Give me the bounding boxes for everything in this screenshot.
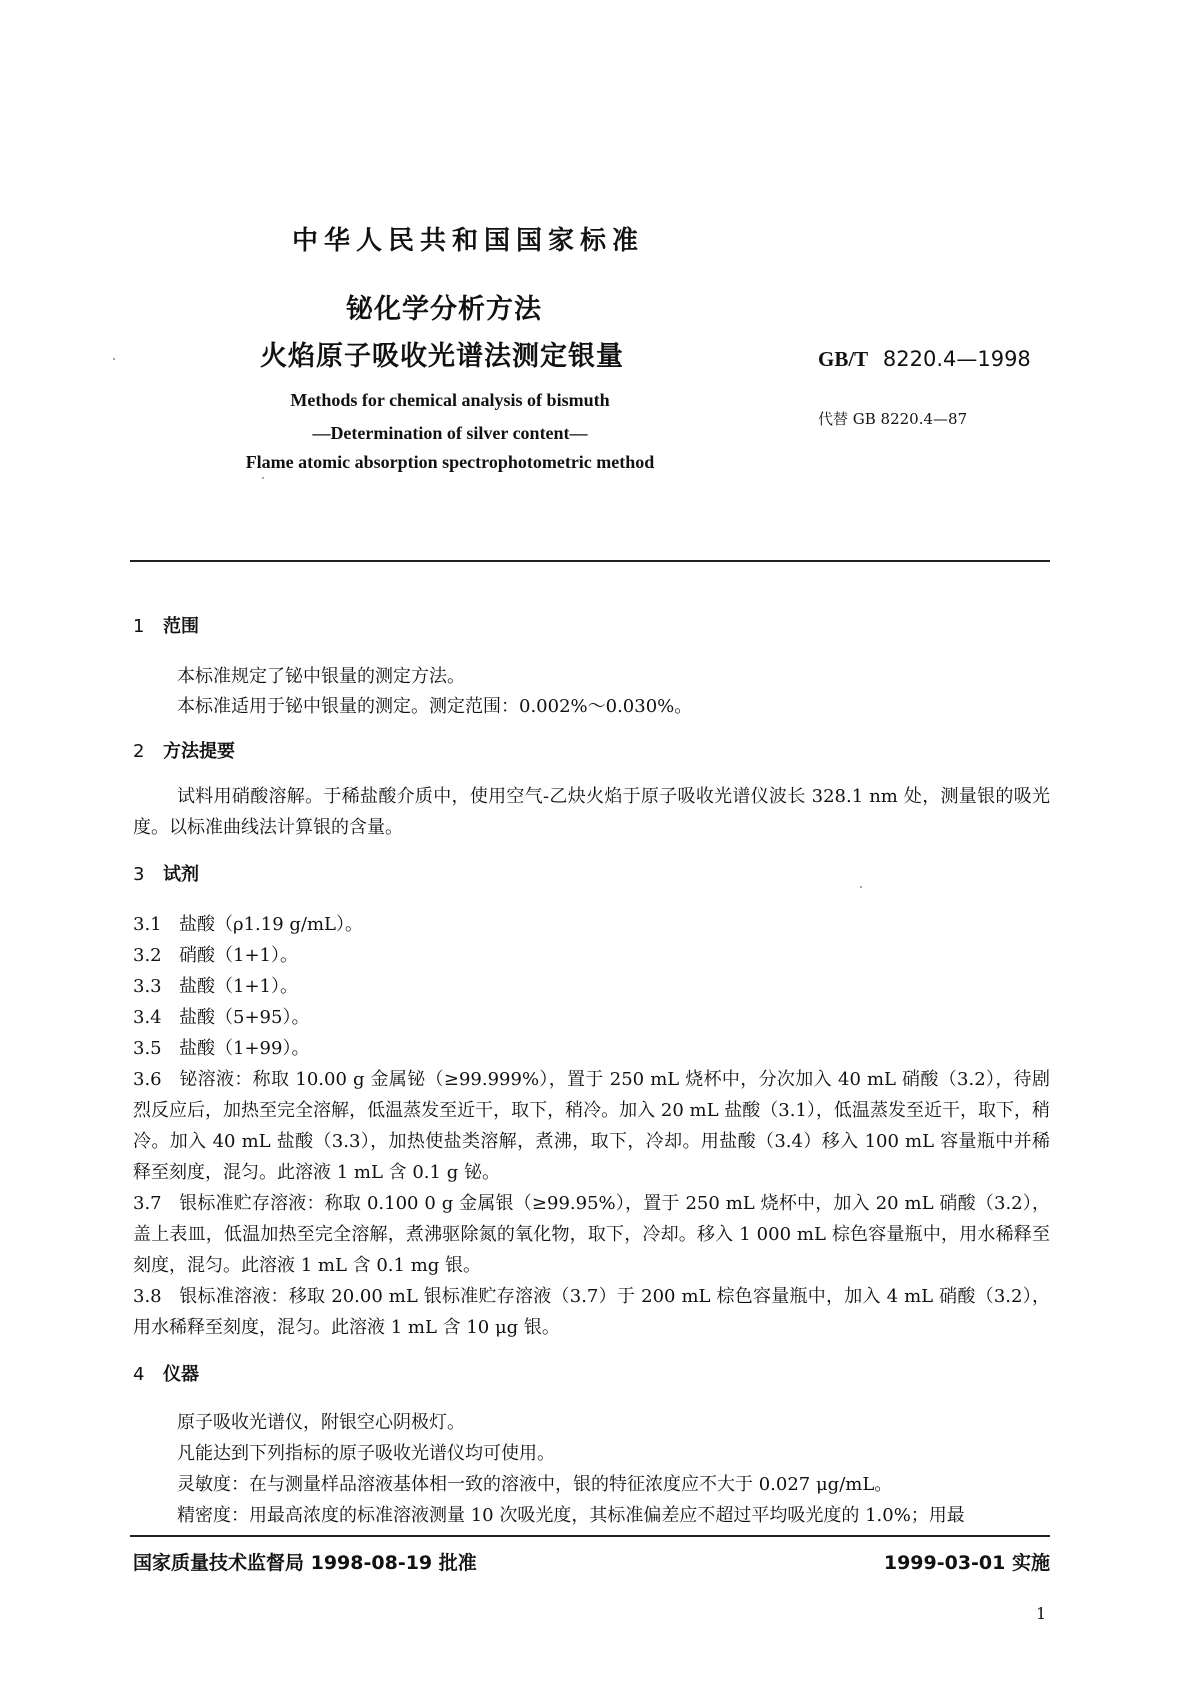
reagent-text: 硝酸（1+1）。 (179, 945, 298, 966)
en-title-line2: —Determination of silver content— (312, 423, 588, 443)
section-3-heading (133, 860, 199, 886)
reagent-item (133, 1064, 1050, 1188)
reagent-text: 盐酸（1+99）。 (179, 1038, 310, 1059)
section-3-title: 试剂 (163, 864, 199, 885)
section-2-heading (133, 737, 235, 763)
page-number: 1 (1036, 1604, 1047, 1623)
section-2-title: 方法提要 (163, 741, 235, 762)
reagent-item (133, 941, 298, 967)
cn-title-line2: 火焰原子吸收光谱法测定银量 (260, 341, 624, 372)
reagent-number: 3.8 (133, 1286, 162, 1307)
reagent-text: 铋溶液：称取 10.00 g 金属铋（≥99.999%），置于 250 mL 烧杯中，分次加入 40 mL 硝酸（3.2），待剧烈反应后，加热至完全溶解，低温蒸发至近干，取下，稍冷。加入 20 mL 盐酸（3.1），低温蒸发至近干，取下，稍冷。加入 40 mL 盐酸（3.3），加热使盐类溶解，煮沸，取下，冷却。用盐酸（3.4）移入 100 mL 容量瓶中并稀释至刻度，混匀。此溶液 1 mL 含 0.1 g 铋。 (133, 1069, 1050, 1183)
reagent-number: 3.1 (133, 914, 162, 935)
reagent-number: 3.2 (133, 945, 162, 966)
reagent-text: 盐酸（ρ1.19 g/mL）。 (179, 914, 363, 935)
section-4-title: 仪器 (163, 1364, 199, 1385)
replaces-note: 代替 GB 8220.4—87 (818, 410, 968, 428)
reagent-item (133, 1034, 309, 1060)
section-2-paragraph-1: 试料用硝酸溶解。于稀盐酸介质中，使用空气-乙炔火焰于原子吸收光谱仪波长 328.1 nm 处，测量银的吸光度。以标准曲线法计算银的含量。 (133, 786, 1050, 838)
reagent-text: 盐酸（1+1）。 (179, 976, 298, 997)
section-1-number: 1 (133, 616, 145, 637)
reagent-number: 3.3 (133, 976, 162, 997)
section-4-paragraph-3: 灵敏度：在与测量样品溶液基体相一致的溶液中，银的特征浓度应不大于 0.027 μg/mL。 (177, 1474, 893, 1495)
reagent-number: 3.5 (133, 1038, 162, 1059)
section-4-number: 4 (133, 1364, 145, 1385)
scan-speck (262, 477, 264, 479)
reagent-item (133, 1003, 309, 1029)
reagent-text: 银标准贮存溶液：称取 0.100 0 g 金属银（≥99.95%），置于 250 mL 烧杯中，加入 20 mL 硝酸（3.2），盖上表皿，低温加热至完全溶解，煮沸驱除氮的氧化物，取下，冷却。移入 1 000 mL 棕色容量瓶中，用水稀释至刻度，混匀。此溶液 1 mL 含 0.1 mg 银。 (133, 1193, 1050, 1276)
standard-number (818, 347, 1031, 372)
en-title-line3: Flame atomic absorption spectrophotometric method (245, 452, 655, 472)
scan-speck (113, 358, 115, 360)
section-1-paragraph-1: 本标准规定了铋中银量的测定方法。 (177, 666, 465, 687)
section-1-paragraph-2: 本标准适用于铋中银量的测定。测定范围：0.002%～0.030%。 (177, 696, 693, 717)
reagent-item (133, 910, 363, 936)
reagent-number: 3.6 (133, 1069, 162, 1090)
reagent-number: 3.7 (133, 1193, 162, 1214)
section-1-heading (133, 612, 199, 638)
reagent-item (133, 1188, 1050, 1281)
reagent-item (133, 972, 298, 998)
reagent-text: 盐酸（5+95）。 (179, 1007, 310, 1028)
section-4-paragraph-2: 凡能达到下列指标的原子吸收光谱仪均可使用。 (177, 1443, 555, 1464)
national-standard-heading: 中华人民共和国国家标准 (292, 226, 645, 256)
section-4-paragraph-4: 精密度：用最高浓度的标准溶液测量 10 次吸光度，其标准偏差应不超过平均吸光度的 1.0%；用最 (177, 1505, 965, 1526)
approval-date: 国家质量技术监督局 1998-08-19 批准 (133, 1552, 477, 1574)
reagent-item (133, 1281, 1050, 1343)
scan-speck (860, 886, 862, 888)
implementation-date: 1999-03-01 实施 (883, 1552, 1050, 1574)
en-title-line1: Methods for chemical analysis of bismuth (290, 390, 610, 410)
standard-number-value: 8220.4—1998 (882, 347, 1031, 371)
footer-divider (130, 1535, 1050, 1537)
section-1-title: 范围 (163, 616, 199, 637)
cn-title-line1: 铋化学分析方法 (346, 294, 542, 325)
section-4-heading (133, 1360, 199, 1386)
section-4-paragraph-1: 原子吸收光谱仪，附银空心阴极灯。 (177, 1412, 465, 1433)
section-2-number: 2 (133, 741, 145, 762)
standard-prefix: GB/T (818, 347, 869, 371)
reagent-number: 3.4 (133, 1007, 162, 1028)
header-divider (130, 560, 1050, 562)
section-3-number: 3 (133, 864, 145, 885)
reagent-text: 银标准溶液：移取 20.00 mL 银标准贮存溶液（3.7）于 200 mL 棕色容量瓶中，加入 4 mL 硝酸（3.2），用水稀释至刻度，混匀。此溶液 1 mL 含 10 μg 银。 (133, 1286, 1050, 1338)
